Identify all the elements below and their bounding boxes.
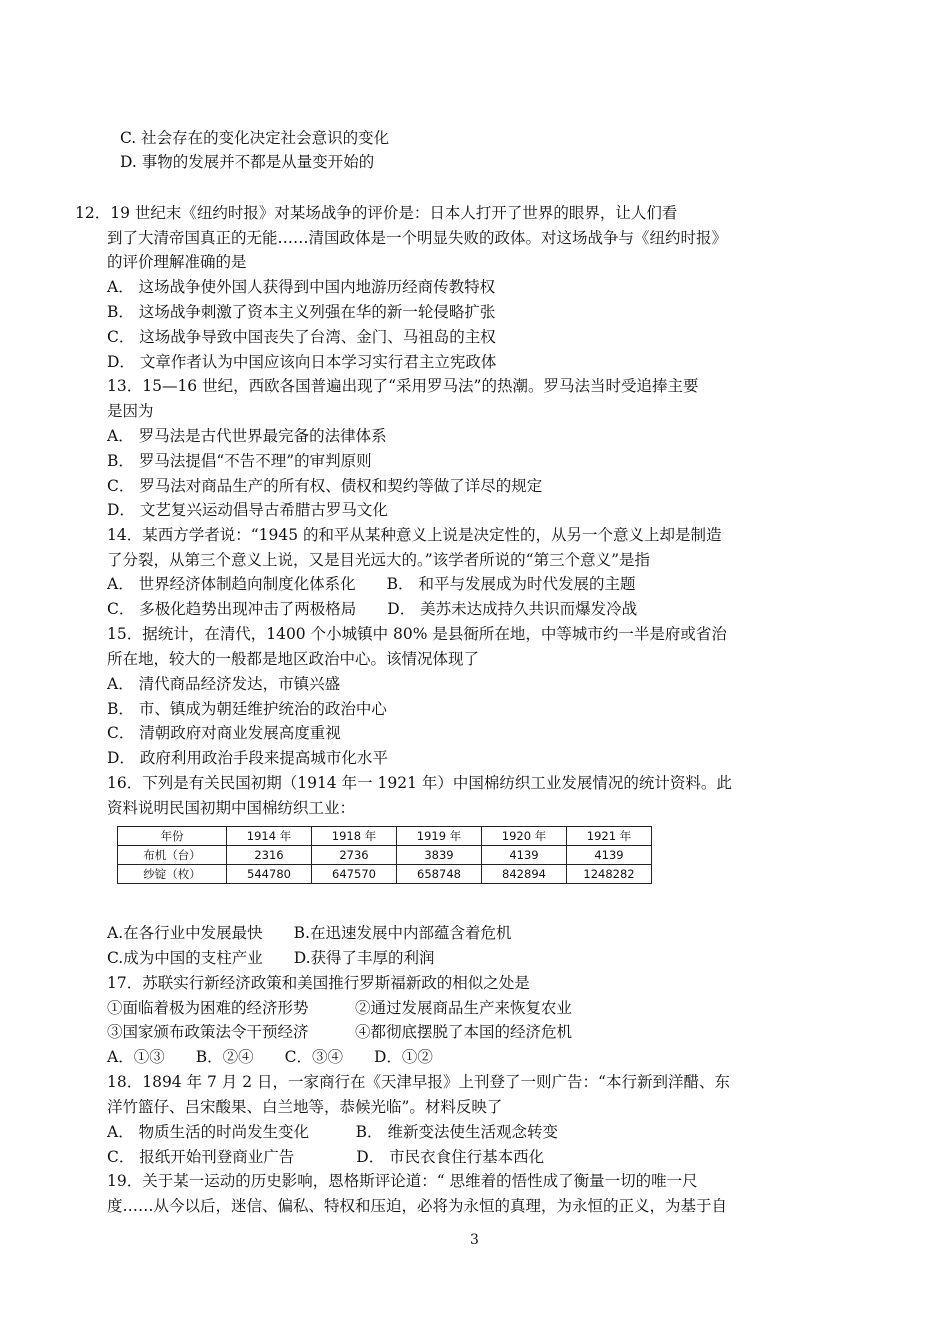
table-cell: 1914 年 [227, 827, 312, 846]
option-c-previous: C. 社会存在的变化决定社会意识的变化 [120, 129, 390, 147]
question-14-stem-2: 了分裂，从第三个意义上说，又是目光远大的。”该学者所说的“第三个意义”是指 [107, 551, 651, 569]
question-18-options-ab: A． 物质生活的时尚发生变化 B． 维新变法使生活观念转变 [107, 1123, 558, 1141]
question-14-options-cd: C． 多极化趋势出现冲击了两极格局 D． 美苏未达成持久共识而爆发冷战 [107, 600, 638, 618]
table-cell: 842894 [482, 865, 567, 884]
question-15-option-d: D． 政府利用政治手段来提高城市化水平 [107, 749, 388, 767]
question-12-stem-3: 的评价理解准确的是 [107, 253, 247, 271]
question-16-stem-1: 16．下列是有关民国初期（1914 年一 1921 年）中国棉纺织工业发展情况的统计资料。此 [107, 774, 732, 792]
question-18-options-cd: C． 报纸开始刊登商业广告 D． 市民衣食住行基本西化 [107, 1148, 545, 1166]
question-13-option-d: D． 文艺复兴运动倡导古希腊古罗马文化 [107, 501, 388, 519]
table-row [118, 846, 652, 865]
question-19-stem-2: 度……从今以后，迷信、偏私、特权和压迫，必将为永恒的真理，为永恒的正义，为基于自 [107, 1197, 728, 1215]
question-18-stem-1: 18．1894 年 7 月 2 日，一家商行在《天津早报》上刊登了一则广告：“本行新到洋醋、东 [107, 1073, 730, 1091]
table-cell: 1248282 [567, 865, 652, 884]
table-cell: 布机（台） [118, 846, 227, 865]
question-14-stem-1: 14．某西方学者说：“1945 的和平从某种意义上说是决定性的，从另一个意义上却是制造 [107, 526, 722, 544]
table-cell: 1918 年 [312, 827, 397, 846]
question-17-items-12: ①面临着极为困难的经济形势 ②通过发展商品生产来恢复农业 [107, 999, 573, 1017]
table-cell: 1921 年 [567, 827, 652, 846]
table-cell: 纱锭（枚） [118, 865, 227, 884]
question-13-option-b: B． 罗马法提倡“不告不理”的审判原则 [107, 452, 372, 470]
question-13-option-c: C． 罗马法对商品生产的所有权、债权和契约等做了详尽的规定 [107, 477, 543, 495]
question-14-options-ab: A． 世界经济体制趋向制度化体系化 B． 和平与发展成为时代发展的主题 [107, 575, 636, 593]
table-row [118, 827, 652, 846]
table-cell: 1919 年 [397, 827, 482, 846]
question-15-stem-2: 所在地，较大的一般都是地区政治中心。该情况体现了 [107, 650, 480, 668]
table-cell: 544780 [227, 865, 312, 884]
question-17-items-34: ③国家颁布政策法令干预经济 ④都彻底摆脱了本国的经济危机 [107, 1023, 573, 1041]
table-row [118, 865, 652, 884]
table-cell: 2736 [312, 846, 397, 865]
question-18-stem-2: 洋竹篮仔、吕宋酸果、白兰地等，恭候光临”。材料反映了 [107, 1098, 503, 1116]
question-12-option-b: B． 这场战争刺激了资本主义列强在华的新一轮侵略扩张 [107, 303, 496, 321]
question-19-stem-1: 19．关于某一运动的历史影响，恩格斯评论道：“ 思维着的悟性成了衡量一切的唯一尺 [107, 1172, 698, 1190]
cotton-industry-table [117, 826, 652, 884]
question-15-option-c: C． 清朝政府对商业发展高度重视 [107, 724, 341, 742]
question-13-stem-1: 13．15—16 世纪，西欧各国普遍出现了“采用罗马法”的热潮。罗马法当时受追捧主要 [107, 377, 699, 395]
table-cell: 2316 [227, 846, 312, 865]
question-12-option-d: D． 文章作者认为中国应该向日本学习实行君主立宪政体 [107, 353, 497, 371]
question-16-stem-2: 资料说明民国初期中国棉纺织工业： [107, 799, 356, 817]
question-12-stem-2: 到了大清帝国真正的无能……清国政体是一个明显失败的政体。对这场战争与《纽约时报》 [107, 229, 728, 247]
question-13-option-a: A． 罗马法是古代世界最完备的法律体系 [107, 427, 387, 445]
page-number: 3 [470, 1232, 479, 1248]
table-cell: 年份 [118, 827, 227, 846]
table-cell: 647570 [312, 865, 397, 884]
question-12-option-a: A． 这场战争使外国人获得到中国内地游历经商传教特权 [107, 278, 496, 296]
question-16-options-cd: C.成为中国的支柱产业 D.获得了丰厚的利润 [107, 949, 435, 967]
question-15-stem-1: 15．据统计，在清代，1400 个小城镇中 80% 是县衙所在地，中等城市约一半是府或省治 [107, 625, 727, 643]
table-cell: 1920 年 [482, 827, 567, 846]
table-cell: 4139 [482, 846, 567, 865]
table-cell: 658748 [397, 865, 482, 884]
question-15-option-a: A． 清代商品经济发达，市镇兴盛 [107, 675, 341, 693]
question-12-stem-1: 12．19 世纪末《纽约时报》对某场战争的评价是：日本人打开了世界的眼界，让人们看 [75, 204, 678, 222]
table-cell: 3839 [397, 846, 482, 865]
question-17-stem: 17．苏联实行新经济政策和美国推行罗斯福新政的相似之处是 [107, 974, 530, 992]
question-15-option-b: B． 市、镇成为朝廷维护统治的政治中心 [107, 700, 387, 718]
question-16-options-ab: A.在各行业中发展最快 B.在迅速发展中内部蕴含着危机 [107, 924, 512, 942]
table-cell: 4139 [567, 846, 652, 865]
question-12-option-c: C． 这场战争导致中国丧失了台湾、金门、马祖岛的主权 [107, 328, 496, 346]
question-17-options: A．①③ B．②④ C．③④ D．①② [107, 1048, 433, 1066]
question-13-stem-2: 是因为 [107, 402, 154, 420]
option-d-previous: D. 事物的发展并不都是从量变开始的 [120, 153, 375, 171]
